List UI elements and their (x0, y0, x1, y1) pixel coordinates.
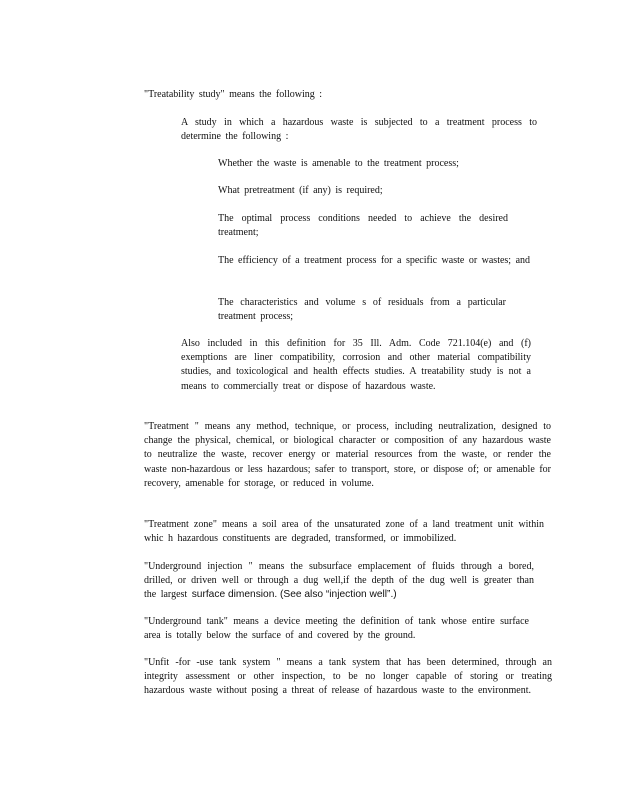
treatability-also-included: Also included in this definition for 35 Ill. Adm. Code 721.104(e) and (f) exemptions are liner compatibility, corrosion and other material compatibility studies, and toxicological and health effects studies. A treatability study is not a means to commercially treat or dispose of hazardous waste. (181, 338, 531, 392)
treatment-definition: "Treatment " means any method, technique, or process, including neutralization, designed to change the physical, chemical, or biological character or composition of any hazardous waste to neutralize the waste, recover energy or material resources from the waste, or render the waste non-hazardous or less hazardous; safer to transport, store, or dispose of; or amenable for recovery, amenable for storage, or reduced in volume. (144, 421, 551, 489)
treatability-item-4: The efficiency of a treatment process for a specific waste or wastes; and (218, 255, 531, 266)
treatability-item-1: Whether the waste is amenable to the treatment process; (218, 158, 459, 169)
treatment-zone-definition: "Treatment zone" means a soil area of the unsaturated zone of a land treatment unit within whic h hazardous constituents are degraded, transformed, or immobilized. (144, 519, 544, 545)
treatability-intro: A study in which a hazardous waste is subjected to a treatment process to determine the following : (181, 117, 537, 143)
treatability-item-2: What pretreatment (if any) is required; (218, 185, 383, 196)
treatability-item-5: The characteristics and volume s of residuals from a particular treatment process; (218, 297, 506, 323)
treatability-item-3: The optimal process conditions needed to achieve the desired treatment; (218, 213, 508, 239)
underground-injection-definition (144, 560, 534, 603)
underground-tank-definition: "Underground tank" means a device meeting the definition of tank whose entire surface area is totally below the surface of and covered by the ground. (144, 616, 529, 642)
treatability-heading: "Treatability study" means the following : (144, 89, 323, 100)
unfit-for-use-tank-definition: "Unfit -for -use tank system " means a tank system that has been determined, through an integrity assessment or other inspection, to be no longer capable of storing or treating hazardous waste without posing a threat of release of hazardous waste to the environment. (144, 657, 552, 697)
underground-injection-main: "Underground injection " means the subsurface emplacement of fluids through a bored, drilled, or driven well or through a dug well,if the depth of the dug well is greater than the largest (144, 561, 534, 601)
underground-injection-tail: surface dimension. (See also “injection well”.) (191, 589, 397, 601)
